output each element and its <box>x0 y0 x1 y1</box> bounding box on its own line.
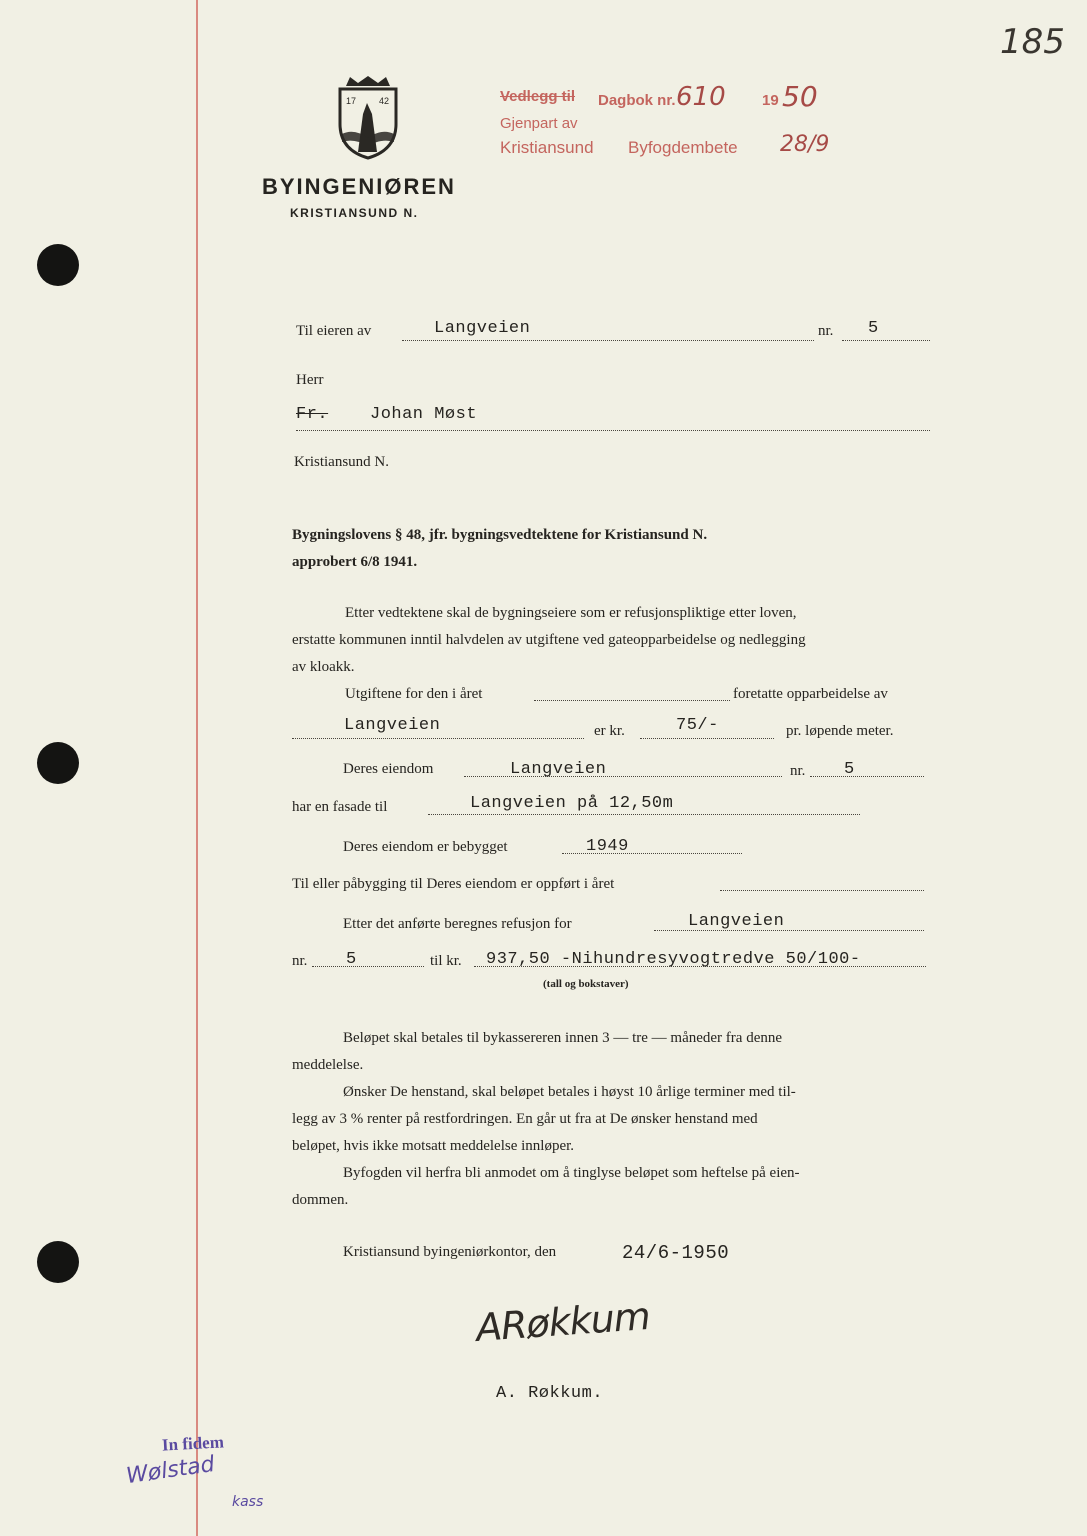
signatory-name: A. Røkkum. <box>496 1384 604 1403</box>
er-kr-label: er kr. <box>594 723 625 739</box>
para2-line1: Beløpet skal betales til bykassereren innen 3 — tre — måneder fra denne <box>343 1030 783 1046</box>
street-line-2 <box>292 738 584 739</box>
office-label: Kristiansund byingeniørkontor, den <box>343 1244 557 1260</box>
para2-line7: dommen. <box>292 1192 349 1208</box>
refusjon-street: Langveien <box>688 912 785 931</box>
para1-line3: av kloakk. <box>292 659 355 675</box>
per-meter-label: pr. løpende meter. <box>786 723 894 739</box>
eiendom-street: Langveien <box>510 760 607 779</box>
bebygget-label: Deres eiendom er bebygget <box>343 839 508 855</box>
name-line <box>296 430 930 431</box>
stamp-year-suffix: 50 <box>782 80 818 113</box>
salutation: Herr <box>296 372 324 388</box>
tall-og-bokstaver: (tall og bokstaver) <box>543 978 629 990</box>
punch-hole-top <box>37 244 79 286</box>
punch-hole-middle <box>37 742 79 784</box>
address-name: Johan Møst <box>370 405 478 424</box>
nr-line <box>842 340 930 341</box>
address-nr: 5 <box>868 319 879 338</box>
fasade-value: Langveien på 12,50m <box>470 794 674 813</box>
fidem-title: kass <box>232 1494 264 1510</box>
year-line <box>534 700 730 701</box>
fasade-label: har en fasade til <box>292 799 388 815</box>
utgiftene-label: Utgiftene for den i året <box>345 686 483 702</box>
amount-line <box>640 738 774 739</box>
stamp-year-prefix: 19 <box>762 92 779 109</box>
address-prefix: Fr. <box>296 405 329 424</box>
heading-line2: approbert 6/8 1941. <box>292 554 418 570</box>
foretatte-label: foretatte opparbeidelse av <box>733 686 888 702</box>
para2-line4: legg av 3 % renter på restfordringen. En går ut fra at De ønsker henstand med <box>292 1111 758 1127</box>
stamp-date: 28/9 <box>780 132 830 157</box>
address-nr-label: nr. <box>818 323 834 339</box>
crest-year-left: 17 <box>346 96 357 106</box>
signature: ARøkkum <box>474 1293 652 1351</box>
refusjon-nr: 5 <box>346 950 357 969</box>
street-line <box>402 340 814 341</box>
heading-line1: Bygningslovens § 48, jfr. bygningsvedtektene for Kristiansund N. <box>292 527 708 543</box>
stamp-byfogdembete: Byfogdembete <box>628 138 738 157</box>
para1-line2: erstatte kommunen inntil halvdelen av utgiftene ved gateopparbeidelse og nedlegging <box>292 632 806 648</box>
paabygging-line <box>720 890 924 891</box>
refusjon-nr-label: nr. <box>292 953 308 969</box>
page-number: 185 <box>1000 22 1065 62</box>
para2-line3: Ønsker De henstand, skal beløpet betales i høyst 10 årlige terminer med til- <box>343 1084 796 1100</box>
stamp-gjenpart: Gjenpart av <box>500 115 578 132</box>
refusjon-amount: 937,50 -Nihundresyvogtredve 50/100- <box>486 950 861 969</box>
paabygging-label: Til eller påbygging til Deres eiendom er oppført i året <box>292 876 615 892</box>
para1-line1: Etter vedtektene skal de bygningseiere som er refusjonspliktige etter loven, <box>345 605 797 621</box>
address-city: Kristiansund N. <box>294 454 389 470</box>
punch-hole-bottom <box>37 1241 79 1283</box>
eiendom-nr-line <box>810 776 924 777</box>
fidem-signature: Wølstad <box>124 1451 217 1490</box>
refusjon-nr-line <box>312 966 424 967</box>
city-crest-icon <box>336 74 400 160</box>
eiendom-nr: 5 <box>844 760 855 779</box>
form-street: Langveien <box>344 716 441 735</box>
til-eieren-label: Til eieren av <box>296 323 372 339</box>
letterhead-org: BYINGENIØREN <box>262 174 456 199</box>
in-fidem-label: In fidem <box>161 1432 225 1455</box>
letterhead-city: KRISTIANSUND N. <box>290 206 419 220</box>
para2-line6: Byfogden vil herfra bli anmodet om å tinglyse beløpet som heftelse på eien- <box>343 1165 800 1181</box>
refusjon-label: Etter det anførte beregnes refusjon for <box>343 916 572 932</box>
address-street: Langveien <box>434 319 531 338</box>
stamp-dagbok-number: 610 <box>676 82 726 112</box>
stamp-dagbok-label: Dagbok nr. <box>598 92 676 109</box>
til-kr-label: til kr. <box>430 953 462 969</box>
stamp-vedlegg: Vedlegg til <box>500 88 576 105</box>
amount-per-meter: 75/- <box>676 716 719 735</box>
stamp-kristiansund: Kristiansund <box>500 138 594 157</box>
para2-line2: meddelelse. <box>292 1057 364 1073</box>
crest-year-right: 42 <box>379 96 390 106</box>
closing-date: 24/6-1950 <box>622 1242 730 1264</box>
eiendom-label: Deres eiendom <box>343 761 434 777</box>
para2-line5: beløpet, hvis ikke motsatt meddelelse innløper. <box>292 1138 575 1154</box>
fasade-line <box>428 814 860 815</box>
margin-rule <box>196 0 198 1536</box>
eiendom-nr-label: nr. <box>790 763 806 779</box>
bebygget-year: 1949 <box>586 837 629 856</box>
